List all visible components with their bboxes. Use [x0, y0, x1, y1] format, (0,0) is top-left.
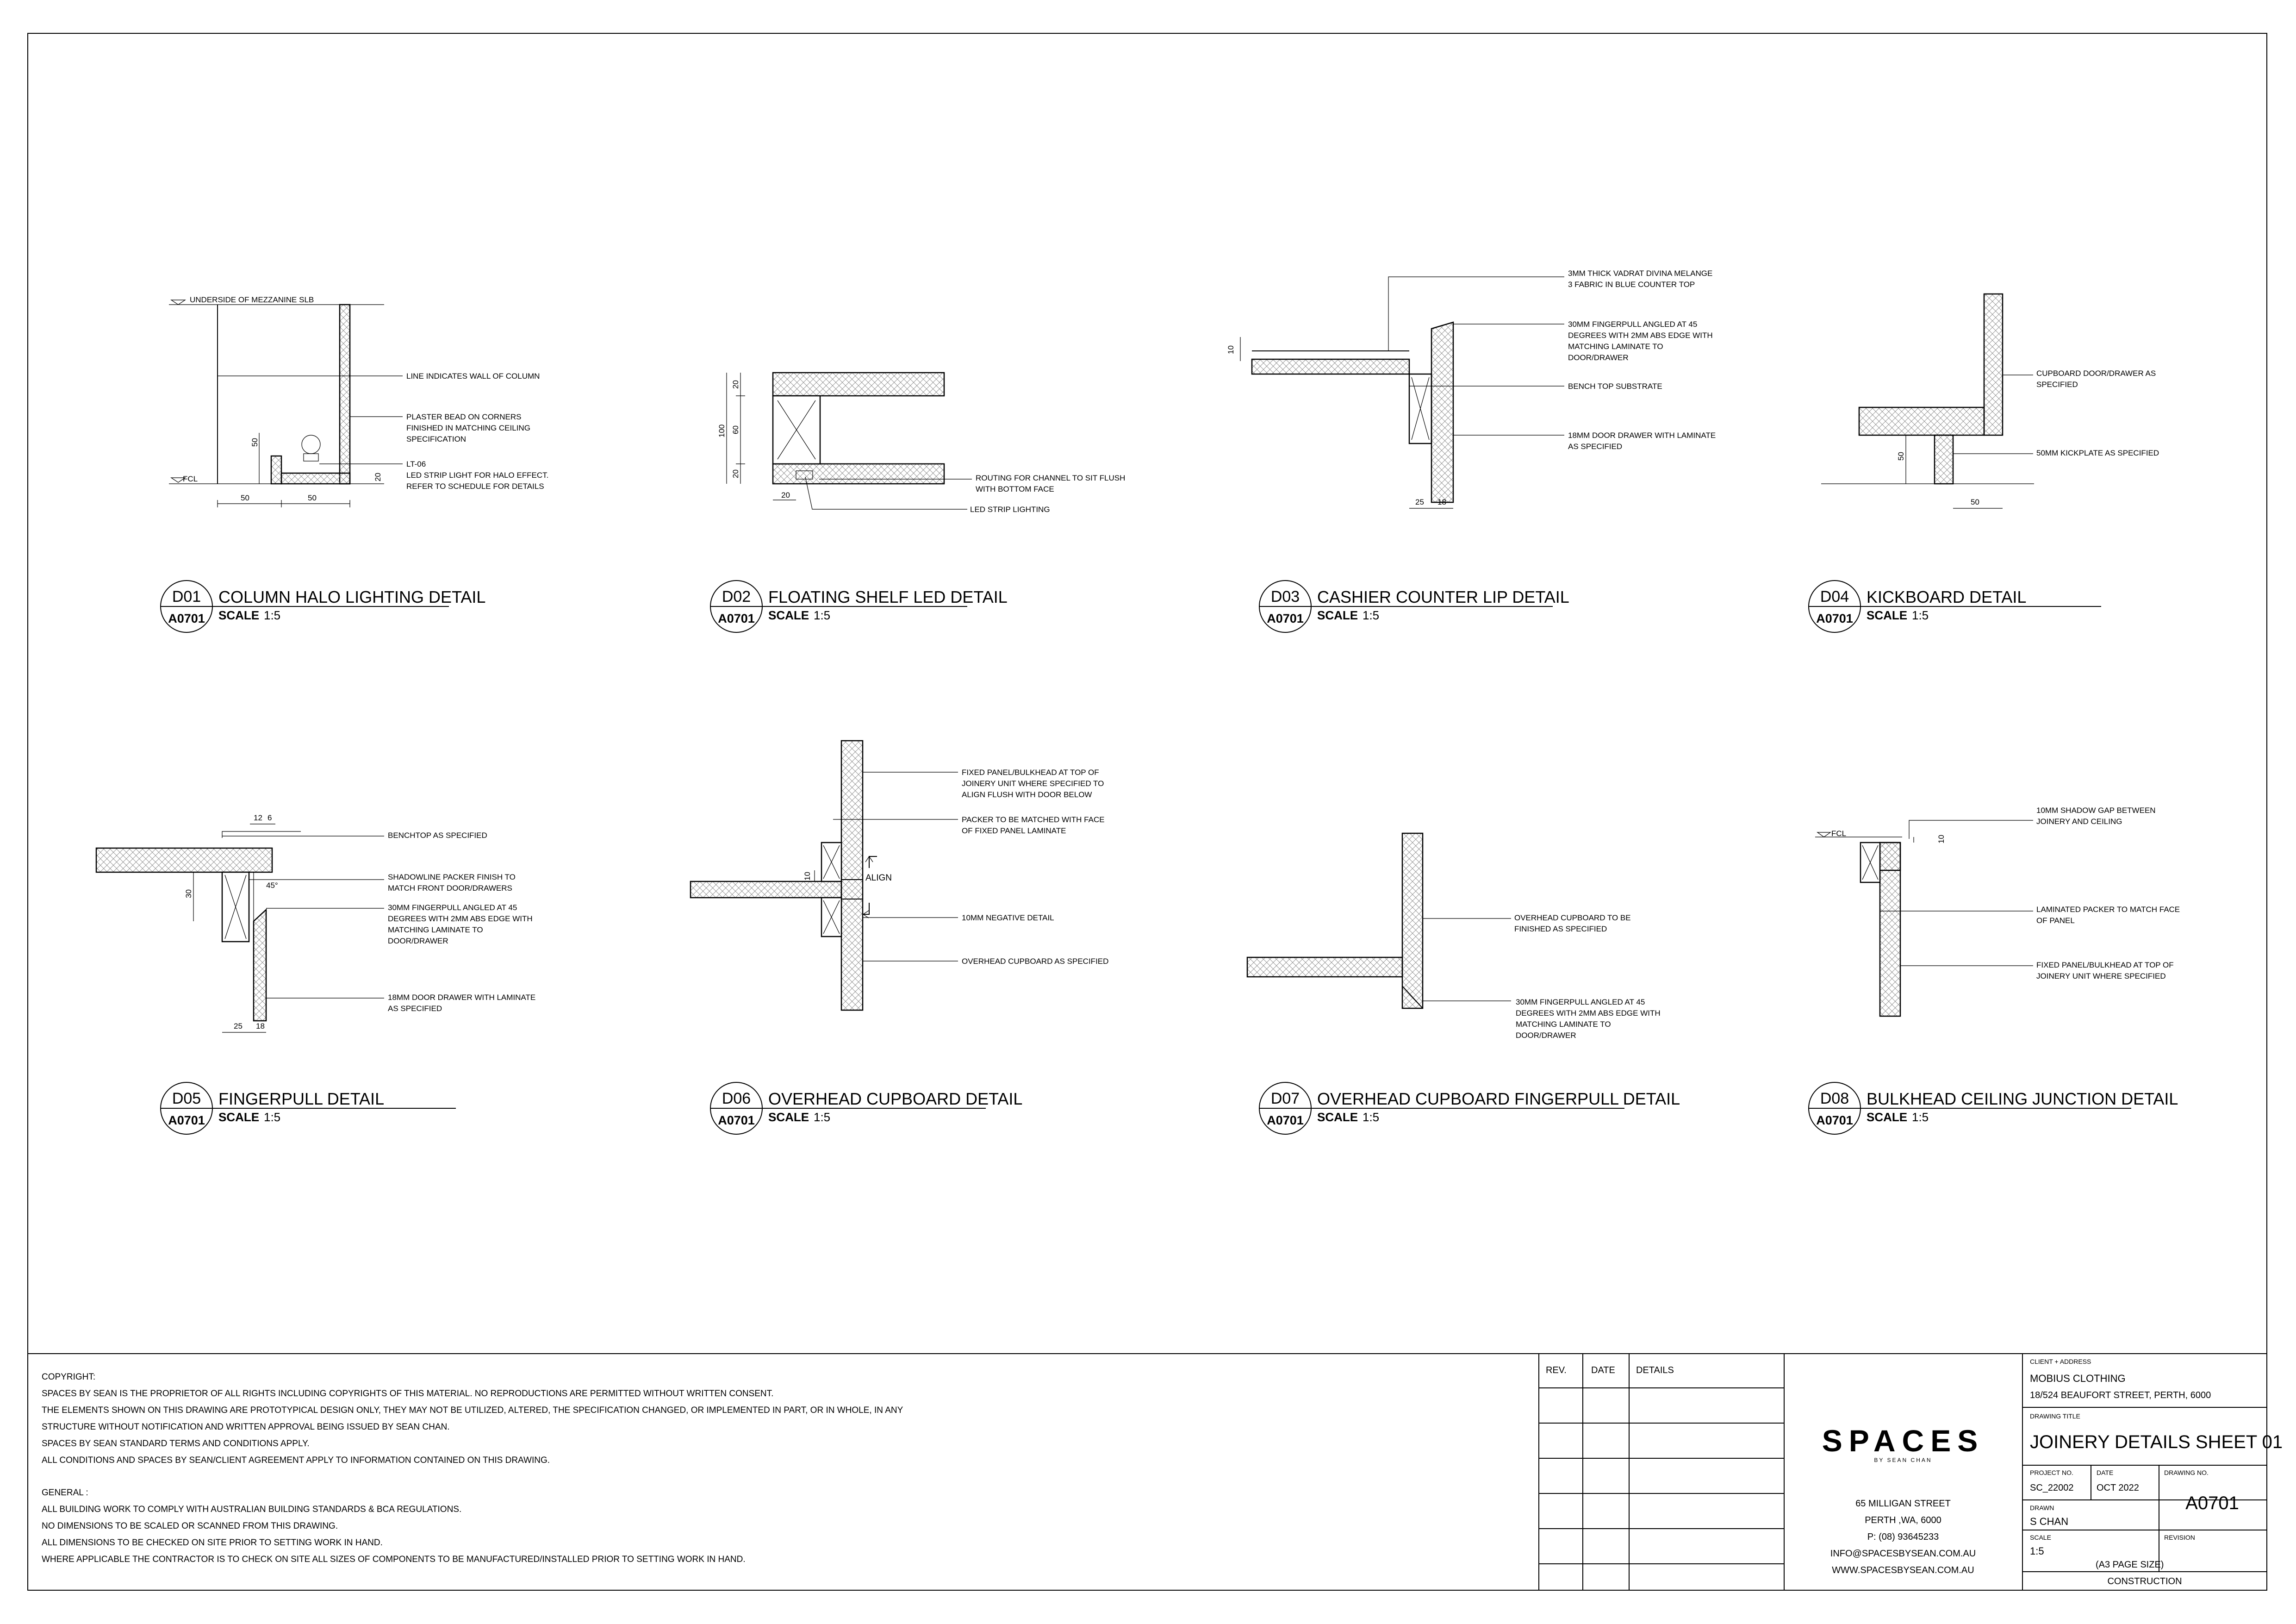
d08-note-1a: 10MM SHADOW GAP BETWEEN: [2036, 806, 2156, 815]
d01-title: COLUMN HALO LIGHTING DETAIL: [218, 587, 486, 606]
d07-note-2a: 30MM FINGERPULL ANGLED AT 45: [1516, 998, 1645, 1006]
d01-note-1: LINE INDICATES WALL OF COLUMN: [406, 372, 540, 381]
d08-scale-label: SCALE: [1867, 1110, 1908, 1124]
detail-title-d02: [710, 581, 1008, 632]
d06-tag: D06: [722, 1090, 751, 1107]
company-website: WWW.SPACESBYSEAN.COM.AU: [1832, 1565, 1974, 1575]
d08-note-3a: FIXED PANEL/BULKHEAD AT TOP OF: [2036, 961, 2174, 969]
d02-dim-60: 60: [731, 425, 740, 434]
d01-level-bottom: FCL: [183, 475, 198, 483]
d02-scale: 1:5: [814, 608, 831, 622]
title-block: [2022, 1358, 2283, 1587]
d05-dim-18: 18: [256, 1022, 265, 1031]
revision-label: REVISION: [2164, 1534, 2195, 1541]
general-line-2: NO DIMENSIONS TO BE SCALED OR SCANNED FROM THIS DRAWING.: [42, 1521, 338, 1531]
drawing-no-label: DRAWING NO.: [2164, 1469, 2209, 1476]
d02-note-1a: ROUTING FOR CHANNEL TO SIT FLUSH: [976, 474, 1126, 482]
d03-note-4b: AS SPECIFIED: [1568, 442, 1623, 451]
d05-note-2b: MATCH FRONT DOOR/DRAWERS: [388, 884, 512, 893]
d05-dim-30: 30: [184, 889, 193, 898]
d04-title: KICKBOARD DETAIL: [1867, 587, 2027, 606]
detail-title-d04: [1809, 581, 2101, 632]
d02-dim-20b: 20: [731, 469, 740, 478]
d02-dim-100: 100: [717, 424, 726, 437]
d03-scale-label: SCALE: [1317, 608, 1358, 622]
company-email: INFO@SPACESBYSEAN.COM.AU: [1830, 1549, 1976, 1559]
d08-note-2a: LAMINATED PACKER TO MATCH FACE: [2036, 905, 2180, 914]
d04-scale-label: SCALE: [1867, 608, 1908, 622]
d03-dim-25: 25: [1415, 498, 1424, 506]
detail-d02: [717, 373, 1125, 514]
d01-dim-a: 50: [241, 493, 249, 502]
d01-note-2a: PLASTER BEAD ON CORNERS: [406, 412, 522, 421]
d01-level-top: UNDERSIDE OF MEZZANINE SLB: [190, 295, 314, 304]
d02-note-1b: WITH BOTTOM FACE: [976, 485, 1054, 493]
d06-dim-10: 10: [803, 872, 812, 881]
d04-dim-a: 50: [1897, 452, 1905, 461]
d03-dim-18: 18: [1437, 498, 1446, 506]
project-no-label: PROJECT NO.: [2030, 1469, 2073, 1476]
d02-dim-20c: 20: [781, 491, 790, 500]
d01-note-2b: FINISHED IN MATCHING CEILING: [406, 424, 530, 432]
d07-scale: 1:5: [1363, 1110, 1380, 1124]
d06-note-3: 10MM NEGATIVE DETAIL: [962, 913, 1054, 922]
d01-dim-c: 20: [373, 473, 382, 481]
project-no: SC_22002: [2030, 1483, 2074, 1493]
company-logo: SPACES: [1822, 1424, 1985, 1458]
d01-scale-label: SCALE: [218, 608, 260, 622]
d02-sheet-ref: A0701: [718, 612, 755, 625]
client-label: CLIENT + ADDRESS: [2030, 1358, 2091, 1365]
d06-title: OVERHEAD CUPBOARD DETAIL: [768, 1089, 1023, 1108]
company-address-1: 65 MILLIGAN STREET: [1855, 1499, 1951, 1509]
drawn-label: DRAWN: [2030, 1504, 2054, 1512]
d08-note-3b: JOINERY UNIT WHERE SPECIFIED: [2036, 972, 2166, 981]
details-col-header: DETAILS: [1636, 1365, 1674, 1375]
client-name: MOBIUS CLOTHING: [2030, 1373, 2126, 1384]
d03-dim-10: 10: [1226, 345, 1235, 354]
d05-scale: 1:5: [264, 1110, 281, 1124]
d05-tag: D05: [172, 1090, 201, 1107]
d05-angle: 45°: [266, 881, 278, 890]
d05-dim-25: 25: [234, 1022, 243, 1031]
client-address: 18/524 BEAUFORT STREET, PERTH, 6000: [2030, 1390, 2211, 1400]
copyright-line-1: SPACES BY SEAN IS THE PROPRIETOR OF ALL RIGHTS INCLUDING COPYRIGHTS OF THIS MATERIAL. NO REPRODUCTIONS ARE PERMITTED WITHOUT WRITTEN CONSENT.: [42, 1389, 774, 1399]
detail-d06: [691, 741, 1108, 1010]
d01-scale: 1:5: [264, 608, 281, 622]
d01-tag: D01: [172, 588, 201, 606]
d05-dim-6: 6: [268, 813, 272, 822]
d08-level: FCL: [1831, 829, 1847, 838]
d03-note-2d: DOOR/DRAWER: [1568, 353, 1629, 362]
company-address-2: PERTH ,WA, 6000: [1865, 1515, 1941, 1525]
d04-note-1b: SPECIFIED: [2036, 380, 2078, 389]
general-notes: [42, 1372, 903, 1564]
detail-title-d01: [161, 581, 485, 632]
drawing-title: JOINERY DETAILS SHEET 01: [2030, 1432, 2283, 1452]
d06-scale-label: SCALE: [768, 1110, 809, 1124]
d05-dim-12: 12: [254, 813, 262, 822]
d07-note-1b: FINISHED AS SPECIFIED: [1514, 924, 1607, 933]
date-label: DATE: [2097, 1469, 2114, 1476]
d05-sheet-ref: A0701: [168, 1113, 205, 1127]
d06-align: ALIGN: [865, 873, 892, 883]
copyright-line-3: STRUCTURE WITHOUT NOTIFICATION AND WRITTEN APPROVAL BEING ISSUED BY SEAN CHAN.: [42, 1422, 450, 1432]
sheet-border: [28, 33, 2267, 1590]
drawing-no: A0701: [2185, 1493, 2239, 1513]
detail-title-d03: [1259, 581, 1569, 632]
detail-d07: [1247, 833, 1661, 1040]
copyright-heading: COPYRIGHT:: [42, 1372, 96, 1382]
d05-note-1: BENCHTOP AS SPECIFIED: [388, 831, 487, 840]
d01-sheet-ref: A0701: [168, 612, 205, 625]
d08-dim-10: 10: [1937, 835, 1946, 843]
copyright-line-5: ALL CONDITIONS AND SPACES BY SEAN/CLIENT AGREEMENT APPLY TO INFORMATION CONTAINED ON THIS DRAWING.: [42, 1455, 550, 1465]
d02-tag: D02: [722, 588, 751, 606]
d03-sheet-ref: A0701: [1267, 612, 1304, 625]
d04-dim-b: 50: [1971, 498, 1979, 506]
company-block: [1822, 1354, 2022, 1590]
d01-note-2c: SPECIFICATION: [406, 435, 467, 443]
d08-note-2b: OF PANEL: [2036, 916, 2075, 925]
d03-note-2c: MATCHING LAMINATE TO: [1568, 342, 1663, 351]
general-line-1: ALL BUILDING WORK TO COMPLY WITH AUSTRALIAN BUILDING STANDARDS & BCA REGULATIONS.: [42, 1505, 462, 1514]
d02-title: FLOATING SHELF LED DETAIL: [768, 587, 1008, 606]
general-heading: GENERAL :: [42, 1488, 88, 1498]
detail-title-d05: [161, 1082, 456, 1134]
d04-tag: D04: [1820, 588, 1849, 606]
detail-d01: [169, 295, 548, 507]
d02-note-2: LED STRIP LIGHTING: [970, 505, 1050, 514]
d02-scale-label: SCALE: [768, 608, 809, 622]
d03-note-1b: 3 FABRIC IN BLUE COUNTER TOP: [1568, 280, 1695, 289]
d01-note-3c: REFER TO SCHEDULE FOR DETAILS: [406, 482, 544, 491]
d03-note-2b: DEGREES WITH 2MM ABS EDGE WITH: [1568, 331, 1713, 340]
scale-value: 1:5: [2030, 1545, 2044, 1557]
d03-title: CASHIER COUNTER LIP DETAIL: [1317, 587, 1569, 606]
d01-note-3a: LT-06: [406, 460, 426, 468]
d08-tag: D08: [1820, 1090, 1849, 1107]
d05-note-3a: 30MM FINGERPULL ANGLED AT 45: [388, 903, 517, 912]
d06-sheet-ref: A0701: [718, 1113, 755, 1127]
d03-tag: D03: [1270, 588, 1300, 606]
d06-note-2b: OF FIXED PANEL LAMINATE: [962, 826, 1066, 835]
d05-note-3c: MATCHING LAMINATE TO: [388, 925, 483, 934]
date-value: OCT 2022: [2097, 1483, 2139, 1493]
d05-note-4b: AS SPECIFIED: [388, 1004, 442, 1013]
page-size: (A3 PAGE SIZE): [2096, 1560, 2164, 1570]
drawn-value: S CHAN: [2030, 1516, 2069, 1527]
d08-scale: 1:5: [1912, 1110, 1929, 1124]
d08-title: BULKHEAD CEILING JUNCTION DETAIL: [1867, 1089, 2178, 1108]
d05-title: FINGERPULL DETAIL: [218, 1089, 385, 1108]
detail-d05: [96, 813, 535, 1032]
d07-tag: D07: [1270, 1090, 1300, 1107]
d06-note-2a: PACKER TO BE MATCHED WITH FACE: [962, 815, 1105, 824]
copyright-line-4: SPACES BY SEAN STANDARD TERMS AND CONDITIONS APPLY.: [42, 1439, 310, 1449]
detail-d03: [1226, 269, 1716, 508]
d07-sheet-ref: A0701: [1267, 1113, 1304, 1127]
detail-title-d07: [1259, 1082, 1680, 1134]
d06-note-4: OVERHEAD CUPBOARD AS SPECIFIED: [962, 957, 1109, 966]
d07-note-2d: DOOR/DRAWER: [1516, 1031, 1576, 1040]
company-logo-sub: BY SEAN CHAN: [1874, 1457, 1932, 1463]
d05-note-3d: DOOR/DRAWER: [388, 937, 448, 945]
rev-col-header: REV.: [1546, 1365, 1567, 1375]
scale-label: SCALE: [2030, 1534, 2051, 1541]
d05-scale-label: SCALE: [218, 1110, 260, 1124]
d04-note-2: 50MM KICKPLATE AS SPECIFIED: [2036, 449, 2159, 457]
d05-note-2a: SHADOWLINE PACKER FINISH TO: [388, 873, 516, 881]
d07-note-1a: OVERHEAD CUPBOARD TO BE: [1514, 913, 1631, 922]
d07-note-2c: MATCHING LAMINATE TO: [1516, 1020, 1611, 1029]
copyright-line-2: THE ELEMENTS SHOWN ON THIS DRAWING ARE PROTOTYPICAL DESIGN ONLY, THEY MAY NOT BE UTILIZED, ALTERED, THE SPECIFICATION CHANGED, OR IMPLEMENTED IN PART, OR IN WHOLE, IN ANY: [42, 1405, 903, 1415]
d04-sheet-ref: A0701: [1816, 612, 1853, 625]
detail-d04: [1821, 294, 2159, 508]
detail-title-d08: [1809, 1082, 2178, 1134]
drawing-title-label: DRAWING TITLE: [2030, 1412, 2080, 1420]
detail-title-d06: [710, 1082, 1022, 1134]
d03-note-3: BENCH TOP SUBSTRATE: [1568, 382, 1662, 391]
d01-note-3b: LED STRIP LIGHT FOR HALO EFFECT.: [406, 471, 549, 480]
d07-note-2b: DEGREES WITH 2MM ABS EDGE WITH: [1516, 1009, 1661, 1018]
drawing-status: CONSTRUCTION: [2107, 1576, 2182, 1587]
d08-sheet-ref: A0701: [1816, 1113, 1853, 1127]
d05-note-3b: DEGREES WITH 2MM ABS EDGE WITH: [388, 914, 533, 923]
d06-note-1c: ALIGN FLUSH WITH DOOR BELOW: [962, 790, 1092, 799]
d04-scale: 1:5: [1912, 608, 1929, 622]
d02-dim-20a: 20: [731, 380, 740, 389]
d06-note-1a: FIXED PANEL/BULKHEAD AT TOP OF: [962, 768, 1099, 777]
d01-dim-b: 50: [308, 493, 317, 502]
detail-d08: [1815, 806, 2180, 1016]
revision-table: [1539, 1354, 1784, 1590]
company-phone: P: (08) 93645233: [1867, 1532, 1939, 1542]
d04-note-1a: CUPBOARD DOOR/DRAWER AS: [2036, 369, 2156, 378]
general-line-3: ALL DIMENSIONS TO BE CHECKED ON SITE PRIOR TO SETTING WORK IN HAND.: [42, 1538, 383, 1548]
d03-note-4a: 18MM DOOR DRAWER WITH LAMINATE: [1568, 431, 1716, 440]
d03-note-2a: 30MM FINGERPULL ANGLED AT 45: [1568, 320, 1698, 329]
d03-scale: 1:5: [1363, 608, 1380, 622]
d07-scale-label: SCALE: [1317, 1110, 1358, 1124]
general-line-4: WHERE APPLICABLE THE CONTRACTOR IS TO CHECK ON SITE ALL SIZES OF COMPONENTS TO BE MANUFACTURED/INSTALLED PRIOR TO SETTING WORK IN HAND.: [42, 1555, 746, 1564]
d06-scale: 1:5: [814, 1110, 831, 1124]
d08-note-1b: JOINERY AND CEILING: [2036, 817, 2122, 826]
d07-title: OVERHEAD CUPBOARD FINGERPULL DETAIL: [1317, 1089, 1680, 1108]
d01-dim-height: 50: [250, 438, 259, 447]
d05-note-4a: 18MM DOOR DRAWER WITH LAMINATE: [388, 993, 536, 1002]
d06-note-1b: JOINERY UNIT WHERE SPECIFIED TO: [962, 779, 1104, 788]
d03-note-1a: 3MM THICK VADRAT DIVINA MELANGE: [1568, 269, 1713, 278]
date-col-header: DATE: [1591, 1365, 1615, 1375]
